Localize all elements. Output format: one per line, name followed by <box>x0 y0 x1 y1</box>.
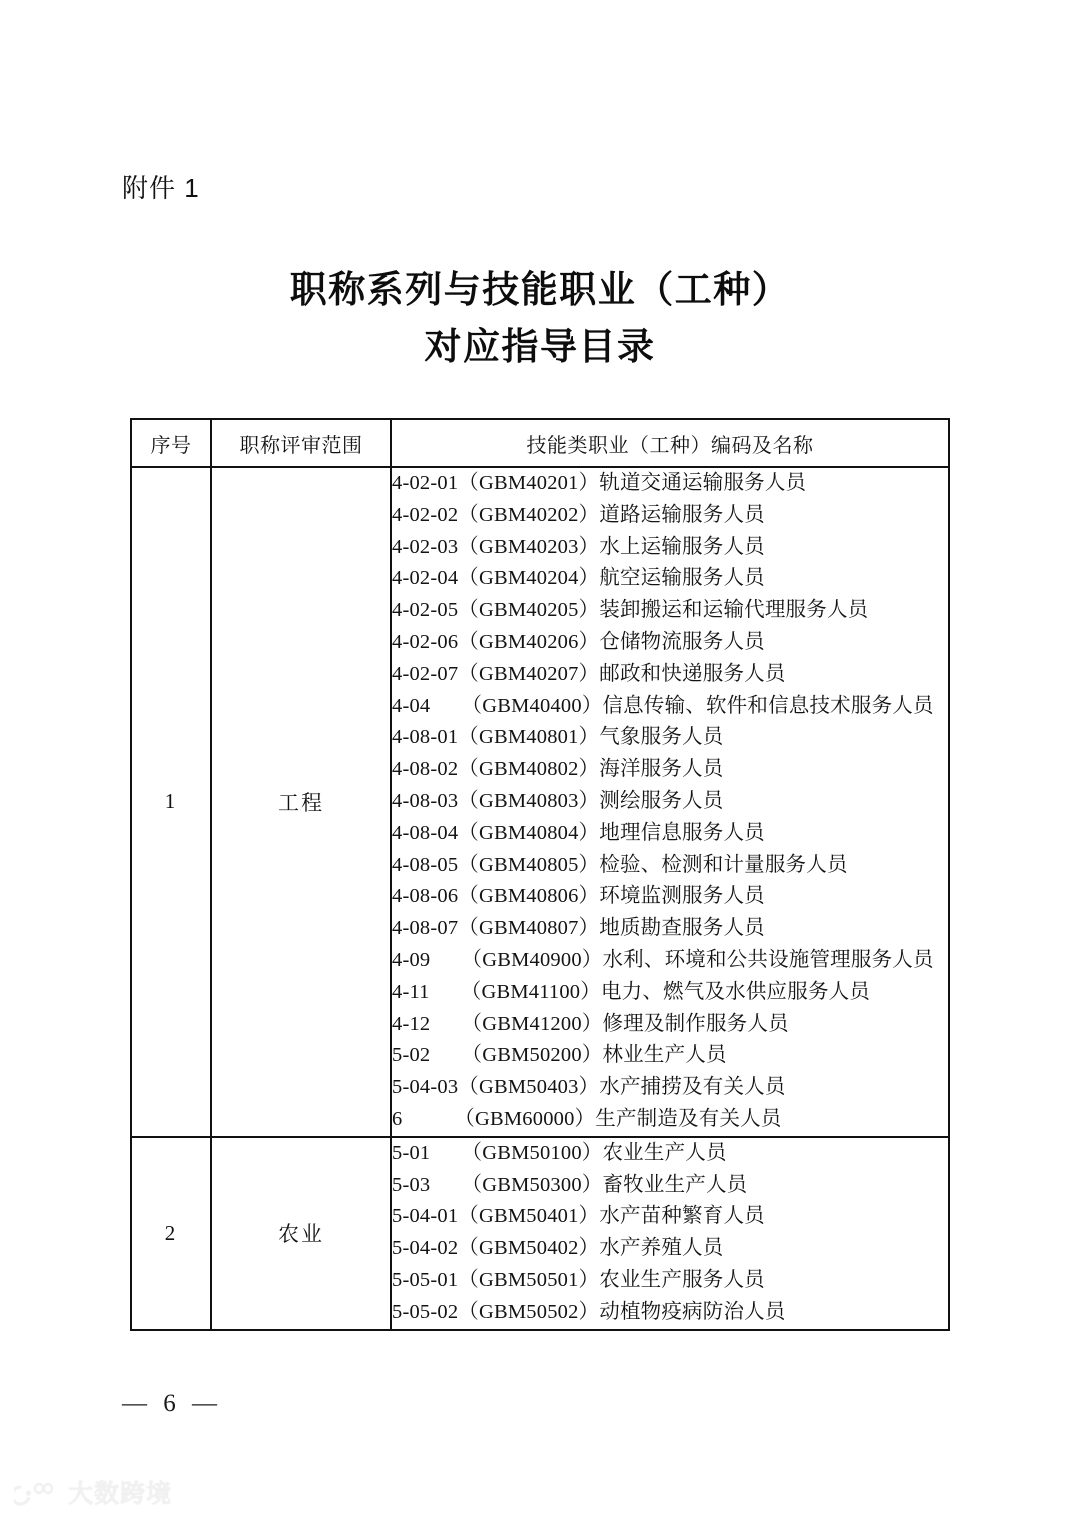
occupation-item: 4-11 （GBM41100）电力、燃气及水供应服务人员 <box>392 980 871 1003</box>
occupation-item: 4-08-05（GBM40805）检验、检测和计量服务人员 <box>392 853 848 876</box>
table-row <box>131 1137 949 1330</box>
page-title-line-2: 对应指导目录 <box>424 327 656 368</box>
brand-logo-icon <box>14 1479 60 1509</box>
occupation-item: 4-08-04（GBM40804）地理信息服务人员 <box>392 821 765 844</box>
column-header-occupation: 技能类职业（工种）编码及名称 <box>391 419 949 467</box>
cell-seq: 2 <box>131 1137 211 1330</box>
column-header-scope: 职称评审范围 <box>211 419 391 467</box>
occupation-item: 6 （GBM60000）生产制造及有关人员 <box>392 1107 782 1130</box>
occupation-item: 4-08-07（GBM40807）地质勘查服务人员 <box>392 917 765 940</box>
cell-seq: 1 <box>131 467 211 1137</box>
occupation-item: 5-03 （GBM50300）畜牧业生产人员 <box>392 1173 748 1196</box>
table-body <box>131 467 949 1330</box>
table-header-row <box>131 419 949 467</box>
occupation-item: 4-08-01（GBM40801）气象服务人员 <box>392 726 724 749</box>
occupation-item: 4-04 （GBM40400）信息传输、软件和信息技术服务人员 <box>392 694 934 717</box>
occupation-item: 4-02-01（GBM40201）轨道交通运输服务人员 <box>392 472 807 494</box>
occupation-item: 4-02-05（GBM40205）装卸搬运和运输代理服务人员 <box>392 599 869 622</box>
page-title <box>0 262 1080 376</box>
occupation-item: 5-05-02（GBM50502）动植物疫病防治人员 <box>392 1300 786 1323</box>
occupation-item: 4-12 （GBM41200）修理及制作服务人员 <box>392 1012 789 1035</box>
occupation-item: 4-02-03（GBM40203）水上运输服务人员 <box>392 535 765 558</box>
occupation-item: 4-02-06（GBM40206）仓储物流服务人员 <box>392 630 765 653</box>
watermark <box>14 1479 172 1509</box>
occupation-item: 5-02 （GBM50200）林业生产人员 <box>392 1044 727 1067</box>
attachment-label: 附件 1 <box>122 173 200 203</box>
cell-scope: 农业 <box>211 1137 391 1330</box>
occupation-item: 5-05-01（GBM50501）农业生产服务人员 <box>392 1268 765 1291</box>
catalog-table <box>130 418 950 1331</box>
watermark-text: 大数跨境 <box>68 1480 173 1508</box>
occupation-item: 5-04-02（GBM50402）水产养殖人员 <box>392 1237 724 1260</box>
occupation-item: 4-02-02（GBM40202）道路运输服务人员 <box>392 503 765 526</box>
occupation-item: 5-04-03（GBM50403）水产捕捞及有关人员 <box>392 1076 786 1099</box>
page-number: — 6 — <box>122 1390 222 1417</box>
cell-occupation-list <box>391 467 949 1137</box>
occupation-item: 5-04-01（GBM50401）水产苗种繁育人员 <box>392 1205 765 1228</box>
occupation-item: 4-08-03（GBM40803）测绘服务人员 <box>392 789 724 812</box>
table-row <box>131 467 949 1137</box>
occupation-item: 4-02-04（GBM40204）航空运输服务人员 <box>392 567 765 590</box>
page-title-line-1: 职称系列与技能职业（工种） <box>289 270 791 311</box>
occupation-item: 4-09 （GBM40900）水利、环境和公共设施管理服务人员 <box>392 948 934 971</box>
cell-occupation-list <box>391 1137 949 1330</box>
occupation-item: 4-02-07（GBM40207）邮政和快递服务人员 <box>392 662 786 685</box>
occupation-item: 4-08-02（GBM40802）海洋服务人员 <box>392 758 724 781</box>
cell-scope: 工程 <box>211 467 391 1137</box>
occupation-item: 4-08-06（GBM40806）环境监测服务人员 <box>392 885 765 908</box>
column-header-seq: 序号 <box>131 419 211 467</box>
occupation-item: 5-01 （GBM50100）农业生产人员 <box>392 1141 727 1164</box>
